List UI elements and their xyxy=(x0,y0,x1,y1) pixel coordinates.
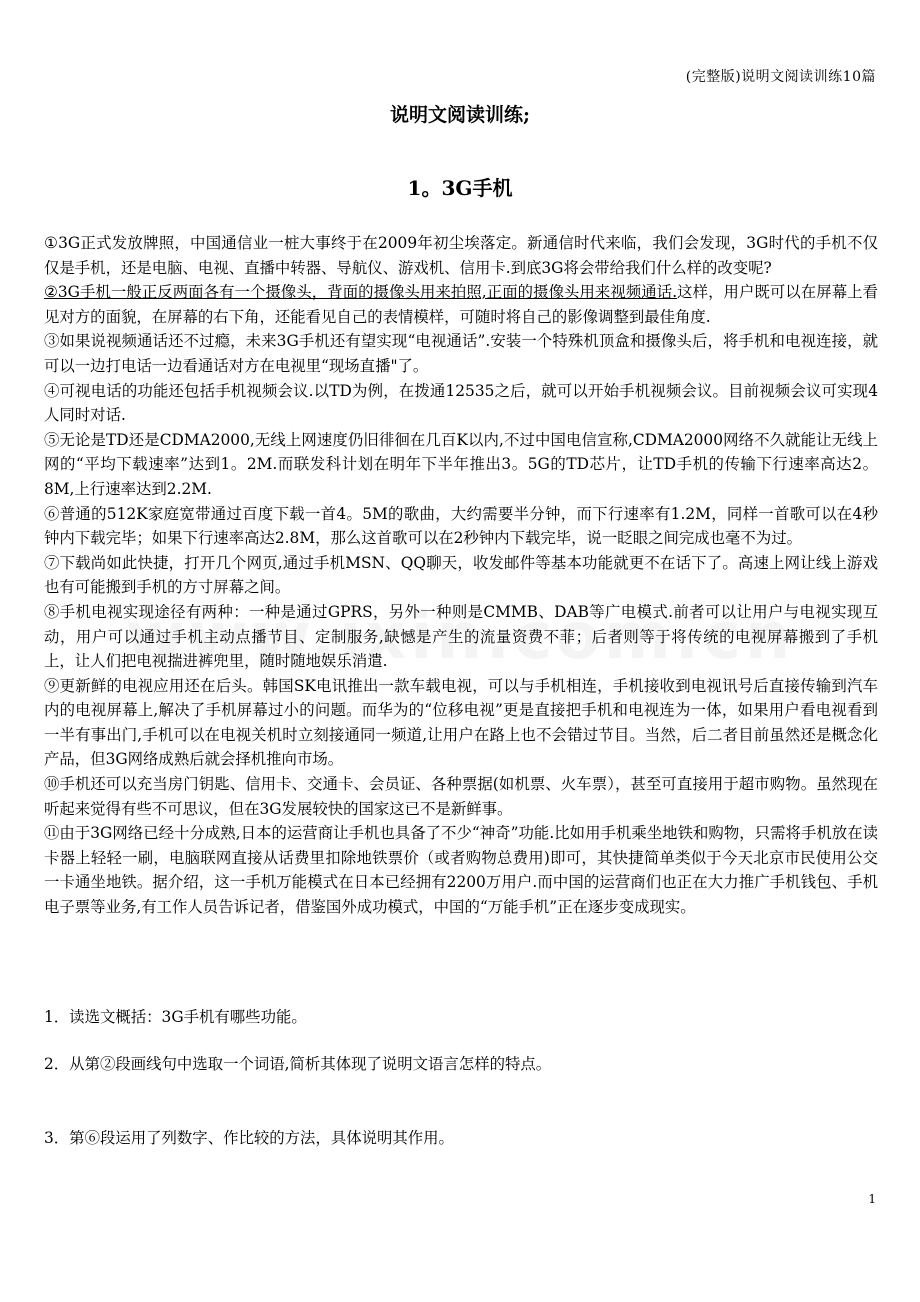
question-2: 2．从第②段画线句中选取一个词语,简析其体现了说明文语言怎样的特点。 xyxy=(44,1055,552,1073)
section-title: 1。3G手机 xyxy=(407,176,513,200)
paragraph-5: ⑤无论是TD还是CDMA2000,无线上网速度仍旧徘徊在几百K以内,不过中国电信宣称,CDMA2000网络不久就能让无线上网的“平均下载速率”达到1。2M.而联发科计划在明年下半年推出3。5G的TD芯片，让TD手机的传输下行速率高达2。8M,上行速率达到2.2M. xyxy=(44,430,878,498)
paragraph-7: ⑦下载尚如此快捷，打开几个网页,通过手机MSN、QQ聊天，收发邮件等基本功能就更不在话下了。高速上网让线上游戏也有可能搬到手机的方寸屏幕之间。 xyxy=(44,553,878,597)
paragraph-4: ④可视电话的功能还包括手机视频会议.以TD为例，在拨通12535之后，就可以开始手机视频会议。目前视频会议可实现4人同时对话. xyxy=(44,381,878,425)
paragraph-8: ⑧手机电视实现途径有两种：一种是通过GPRS，另外一种则是CMMB、DAB等广电模式.前者可以让用户与电视实现互动，用户可以通过手机主动点播节目、定制服务,缺憾是产生的流量资费不菲；后者则等于将传统的电视屏幕搬到了手机上，让人们把电视揣进裤兜里，随时随地娱乐消遣. xyxy=(44,602,878,671)
question-1: 1．读选文概括：3G手机有哪些功能。 xyxy=(44,1008,307,1026)
paragraph-11: ⑪由于3G网络已经十分成熟,日本的运营商让手机也具备了不少“神奇”功能.比如用手机乘坐地铁和购物，只需将手机放在读卡器上轻轻一刷，电脑联网直接从话费里扣除地铁票价（或者购物总费用)即可，其快捷简单类似于今天北京市民使用公交一卡通坐地铁。据介绍，这一手机万能模式在日本已经拥有2200万用户.而中国的运营商们也正在大力推广手机钱包、手机电子票等业务,有工作人员告诉记者，借鉴国外成功模式，中国的“万能手机”正在逐步变成现实。 xyxy=(44,824,878,917)
paragraph-1: ①3G正式发放牌照，中国通信业一桩大事终于在2009年初尘埃落定。新通信时代来临，我们会发现，3G时代的手机不仅仅是手机，还是电脑、电视、直播中转器、导航仪、游戏机、信用卡.到底3G将会带给我们什么样的改变呢? xyxy=(44,234,878,277)
article-body xyxy=(44,231,878,920)
paragraph-2 xyxy=(44,280,878,329)
document-header-note: (完整版)说明文阅读训练10篇 xyxy=(685,69,876,85)
question-3: 3．第⑥段运用了列数字、作比较的方法，具体说明其作用。 xyxy=(44,1129,454,1147)
page-number: 1 xyxy=(868,1192,876,1206)
paragraph-2-rest: 这样，用户既可以在屏幕上看见对方的面貌，在屏幕的右下角，还能看见自己的表情模样，可随时将自己的影像调整到最佳角度. xyxy=(44,283,878,326)
paragraph-9: ⑨更新鲜的电视应用还在后头。韩国SK电讯推出一款车载电视，可以与手机相连，手机接收到电视讯号后直接传输到汽车内的电视屏幕上,解决了手机屏幕过小的问题。而华为的“位移电视”更是直接把手机和电视连为一体，如果用户看电视看到一半有事出门,手机可以在电视关机时立刻接通同一频道,让用户在路上也不会错过节目。当然，后二者目前虽然还是概念化产品，但3G网络成熟后就会择机推向市场。 xyxy=(44,676,878,769)
paragraph-2-underlined-sentence: ②3G手机一般正反两面各有一个摄像头，背面的摄像头用来拍照,正面的摄像头用来视频通话. xyxy=(44,283,678,302)
paragraph-3: ③如果说视频通话还不过瘾，未来3G手机还有望实现“电视通话”.安装一个特殊机顶盒和摄像头后，将手机和电视连接，就可以一边打电话一边看通话对方在电视里“现场直播"了。 xyxy=(44,332,878,375)
paragraph-6: ⑥普通的512K家庭宽带通过百度下载一首4。5M的歌曲，大约需要半分钟，而下行速率有1.2M，同样一首歌可以在4秒钟内下载完毕；如果下行速率高达2.8M，那么这首歌可以在2秒钟内下载完毕，说一眨眼之间完成也毫不为过。 xyxy=(44,504,878,548)
paragraph-10: ⑩手机还可以充当房门钥匙、信用卡、交通卡、会员证、各种票据(如机票、火车票），甚至可直接用于超市购物。虽然现在听起来觉得有些不可思议，但在3G发展较快的国家这已不是新鲜事。 xyxy=(44,775,878,818)
document-title: 说明文阅读训练; xyxy=(389,104,530,126)
